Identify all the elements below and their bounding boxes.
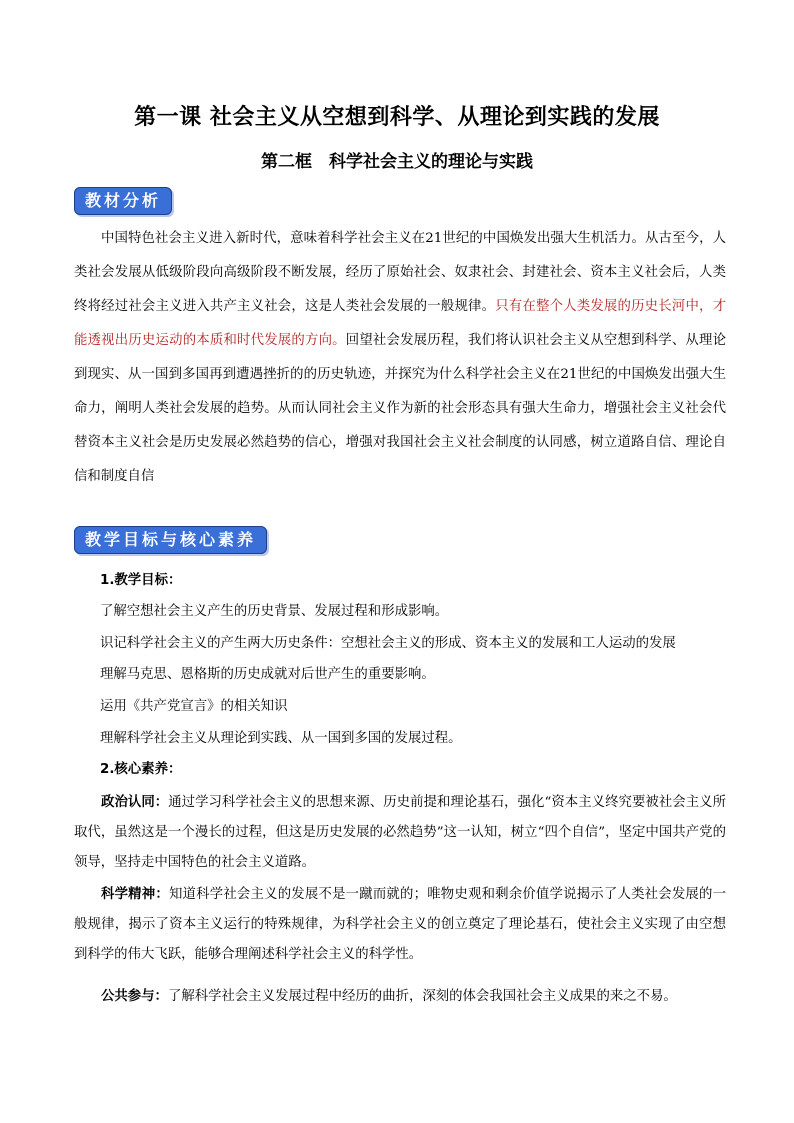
literacy-text: 知道科学社会主义的发展不是一蹴而就的；唯物史观和剩余价值学说揭示了人类社会发展的一般规律，揭示了资本主义运行的特殊规律，为科学社会主义的创立奠定了理论基石，使社会主义实现了由空想到科学的伟大飞跃，能够合理阐述科学社会主义的科学性。: [74, 887, 727, 962]
literacy-text: 了解科学社会主义发展过程中经历的曲折，深刻的体会我国社会主义成果的来之不易。: [167, 989, 677, 1004]
analysis-text-2: 回望社会发展历程，我们将认识社会主义从空想到科学、从理论到现实、从一国到多国再到遭遇挫折的的历史轨迹，并探究为什么科学社会主义在21世纪的中国焕发出强大生命力，阐明人类社会发展的趋势。从而认同社会主义作为新的社会形态具有强大生命力，增强社会主义社会代替资本主义社会是历史发展必然趋势的信心，增强对我国社会主义社会制度的认同感，树立道路自信、理论自信和制度自信: [74, 333, 726, 484]
literacy-label: 政治认同：: [101, 795, 169, 810]
goal-item: 识记科学社会主义的产生两大历史条件：空想社会主义的形成、资本主义的发展和工人运动的发展: [100, 636, 676, 651]
goal-item: 了解空想社会主义产生的历史背景、发展过程和形成影响。: [100, 604, 449, 619]
literacy-science: [74, 880, 726, 970]
goal-item: 理解马克思、恩格斯的历史成就对后世产生的重要影响。: [100, 667, 435, 682]
analysis-text-1: 中国特色社会主义进入新时代，意味着科学社会主义在21世纪的中国焕发出强大生机活力。从古至今，人类社会发展从低级阶段向高级阶段不断发展，经历了原始社会、奴隶社会、封建社会、资本主义社会后，人类终将经过社会主义进入共产主义社会，这是人类社会发展的一般规律。: [74, 231, 726, 314]
literacy-participation: [74, 982, 726, 1012]
literacy-label: 科学精神：: [101, 887, 169, 902]
literacy-label: 公共参与：: [101, 989, 168, 1004]
goal-item: 理解科学社会主义从理论到实践、从一国到多国的发展过程。: [100, 731, 462, 746]
section-title: 第二框 科学社会主义的理论与实践: [261, 152, 533, 172]
goal-item: 运用《共产党宣言》的相关知识: [100, 699, 288, 714]
literacy-political: [74, 788, 726, 878]
analysis-paragraph: [74, 222, 726, 494]
goals-banner: 教学目标与核心素养: [74, 526, 267, 554]
literacy-text: 通过学习科学社会主义的思想来源、历史前提和理论基石，强化“资本主义终究要被社会主义所取代，虽然这是一个漫长的过程，但这是历史发展的必然趋势”这一认知，树立“四个自信”，坚定中国共产党的领导，坚持走中国特色的社会主义道路。: [74, 795, 727, 870]
goals-heading: 1.教学目标：: [100, 573, 182, 588]
analysis-banner: 教材分析: [74, 187, 172, 215]
literacy-heading: 2.核心素养：: [100, 762, 182, 777]
analysis-highlight: 只有在整个人类发展的历史长河中，才能透视出历史运动的本质和时代发展的方向。: [74, 299, 727, 348]
lesson-title: 第一课 社会主义从空想到科学、从理论到实践的发展: [134, 105, 660, 130]
